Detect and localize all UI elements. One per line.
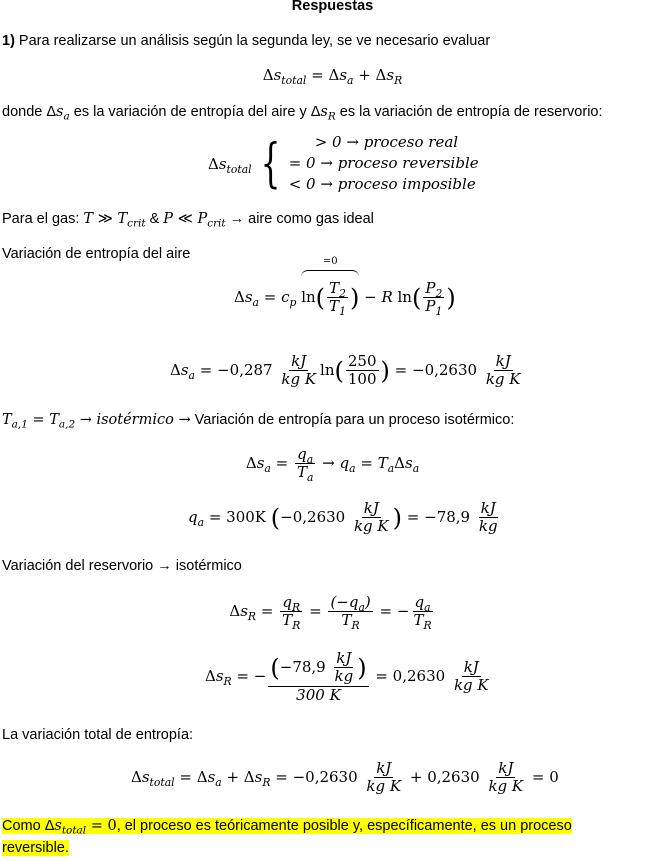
paragraph-2: donde $\Delta s_a$ es la variación de entropía del aire y $\Delta s_R$ es la variación de entropía de reservorio: [2,104,603,123]
paragraph-1 [2,33,490,49]
paragraph-3: Para el gas: T ≫ $T_{crit}$ & P ≪ $P_{crit}$ → aire como gas ideal [2,211,374,230]
heading-total-entropy: La variación total de entropía: [2,727,194,743]
equation-heat-value: $q_a = 300K$ (−0,2630 $\frac{kJ}{\text{kg K}}$ ) = −78,9 $\frac{kJ}{kg}$ [188,499,498,536]
equation-air-entropy-value: $\Delta s_a = -0,287$ $\frac{kJ}{\text{kg K}}$ ln( $\frac{250}{100}$ ) = −0,2630 $\frac{kJ}{\text{kg K}}$ [170,352,521,389]
heading-reservoir-entropy: Variación del reservorio → isotérmico [2,558,242,574]
case-impossible: < 0 → proceso imposible [288,175,476,193]
paragraph-isothermal: $T_{a,1} = T_{a,2}$ → isotérmico → Variación de entropía para un proceso isotérmico: [2,412,515,431]
paragraph-1-text: Para realizarse un análisis según la segunda ley, se ve necesario evaluar [14,33,491,49]
case-reversible: = 0 → proceso reversible [288,154,479,172]
equation-reservoir-relation: $\Delta s_R$ = $\frac{q_R}{T_R}$ = $\frac{(-q_a)}{T_R}$ = − $\frac{q_a}{T_R}$ [229,593,432,633]
item-number: 1) [2,33,15,49]
equation-heat-relation: $\Delta s_a$ = $\frac{q_a}{T_a}$ → $q_a = T_a\Delta s_a$ [245,445,420,485]
equation-cases: Δ $s_{total}$ { > 0 → proceso real = 0 → proceso reversible < 0 → proceso imposible [208,133,479,194]
equation-reservoir-value: $\Delta s_R$ = − (−78,9 $\frac{kJ}{kg}$ ) 300 K = 0,2630 $\frac{kJ}{\text{kg K}}$ [205,649,489,704]
equation-air-entropy: $\Delta s_a = c_p$ =0 ln( $\frac{T_2}{T_1}$ ) − R ln( $\frac{P_2}{P_1}$ ) [234,256,456,319]
case-real: > 0 → proceso real [314,133,459,151]
equation-total-entropy-def: $\Delta s_{total} = \Delta s_a + \Delta s_R$ [262,66,403,87]
page-title: Respuestas [291,0,374,14]
overbrace-label: =0 [322,256,338,267]
conclusion-line-2: reversible. [2,840,69,856]
heading-air-entropy: Variación de entropía del aire [2,246,191,262]
equation-total-entropy: $\Delta s_{total} = \Delta s_a + \Delta s_R = -0,2630$ $\frac{kJ}{\text{kg K}}$ + 0,2630 $\frac{kJ}{\text{kg K}}$ = 0 [131,759,559,796]
conclusion-line-1: Como $\Delta s_{total} = 0$, el proceso es teóricamente posible y, específicamente, es un proceso [2,818,572,837]
